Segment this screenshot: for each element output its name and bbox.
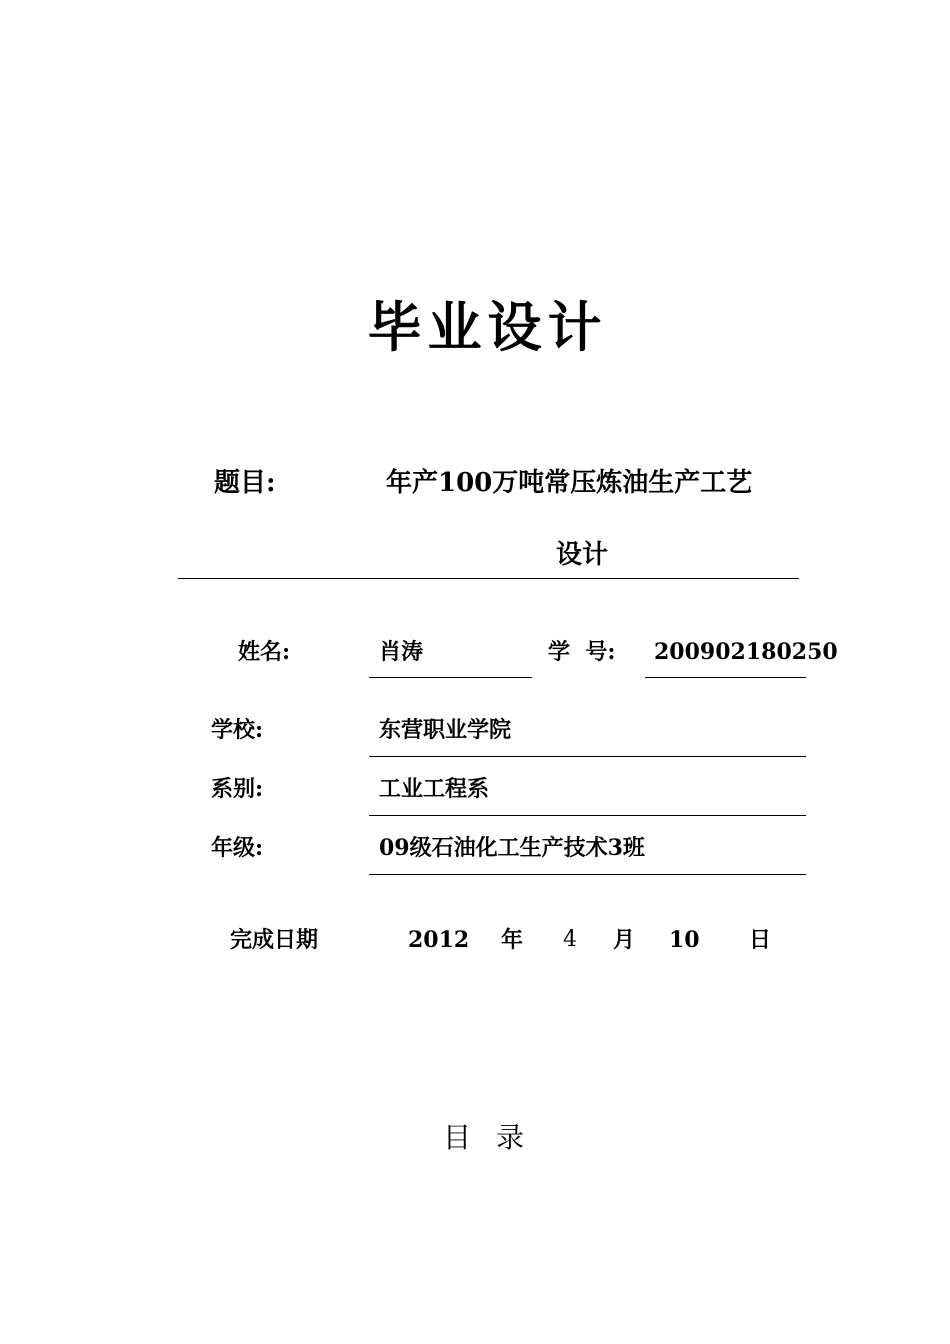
school-underline [369,756,806,757]
school-value: 东营职业学院 [379,717,512,743]
completion-month-unit: 月 [613,927,636,953]
department-underline [369,815,806,816]
document-title: 毕业设计 [367,295,608,359]
completion-day: 10 [669,927,700,953]
completion-month: 4 [563,927,577,952]
name-underline [369,677,532,678]
topic-line-2: 设计 [556,540,609,570]
topic-label: 题目: [214,468,276,498]
completion-date-label: 完成日期 [230,927,319,953]
topic-line-1: 年产100万吨常压炼油生产工艺 [386,468,753,498]
school-label: 学校: [211,717,264,743]
student-id-value: 200902180250 [654,639,838,665]
toc-heading: 目 录 [443,1121,532,1154]
department-label: 系别: [211,776,264,802]
completion-year-unit: 年 [501,927,524,953]
completion-day-unit: 日 [749,927,772,953]
name-label: 姓名: [238,639,291,665]
grade-underline [369,874,806,875]
student-id-label: 学 号: [548,639,616,665]
completion-year: 2012 [408,927,470,953]
grade-value: 09级石油化工生产技术3班 [379,835,645,861]
grade-label: 年级: [211,835,264,861]
student-id-underline [645,677,806,678]
topic-underline [178,578,799,579]
name-value: 肖涛 [379,639,424,665]
department-value: 工业工程系 [379,776,490,802]
